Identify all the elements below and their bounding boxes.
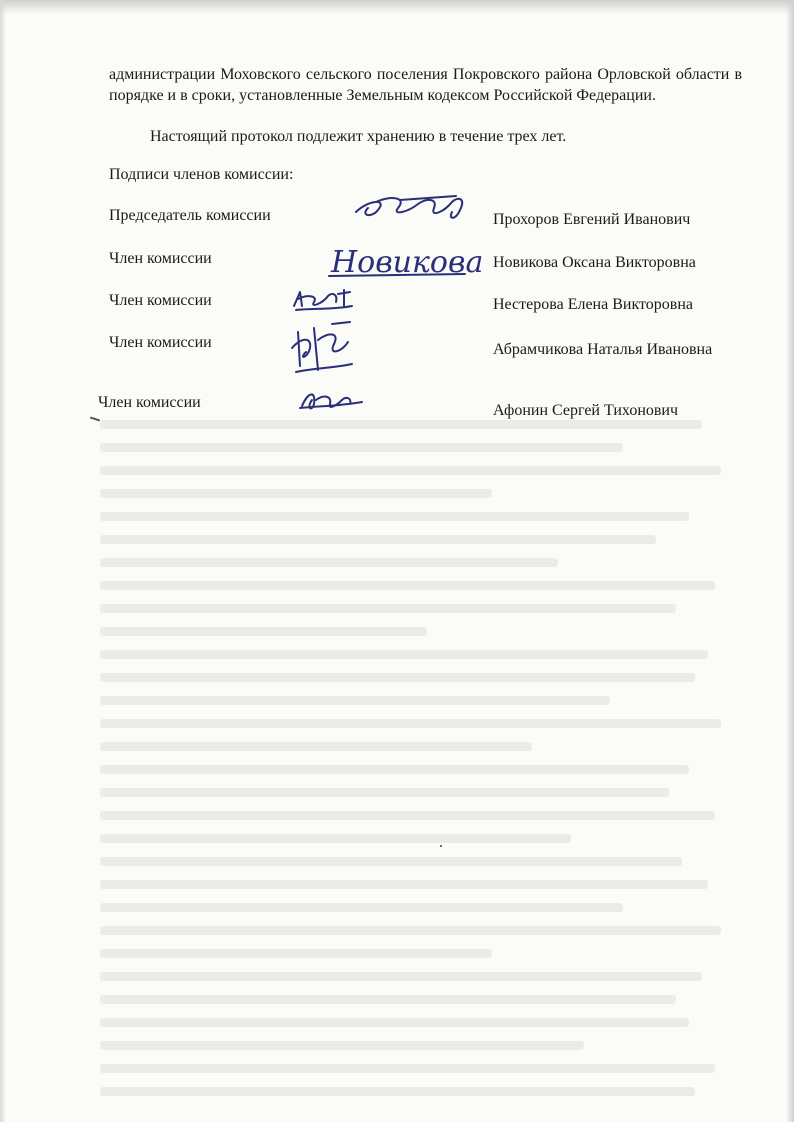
scan-edge-top <box>0 0 794 14</box>
scan-edge-left <box>0 0 6 1122</box>
signature-nesterova <box>288 286 358 316</box>
reverse-side-bleed-through <box>100 420 754 1082</box>
speck <box>440 845 442 847</box>
signatory-role-member-3: Член комиссии <box>109 334 212 351</box>
signature-abramchikova <box>288 318 358 378</box>
signatory-name-nesterova: Нестерова Елена Викторовна <box>493 296 694 313</box>
signatory-role-member-4: Член комиссии <box>98 394 201 411</box>
signatory-role-member-2: Член комиссии <box>109 292 212 309</box>
closing-paragraph: администрации Моховского сельского поселения Покровского района Орловской области в порядке и в сроки, установленные Земельным кодексом Российской Федерации. <box>109 66 742 104</box>
signatory-role-member-1: Член комиссии <box>109 250 212 267</box>
signature-prokhorov <box>348 190 478 230</box>
signatures-heading: Подписи членов комиссии: <box>109 166 294 183</box>
storage-note: Настоящий протокол подлежит хранению в течение трех лет. <box>150 128 567 145</box>
signature-novikova-text: Новикова <box>331 245 484 280</box>
scan-edge-right <box>786 0 794 1122</box>
signatory-name-afonin: Афонин Сергей Тихонович <box>493 402 679 419</box>
signatory-role-chairman: Председатель комиссии <box>109 207 271 224</box>
signature-afonin <box>296 386 366 416</box>
signatory-name-novikova: Новикова Оксана Викторовна <box>493 254 696 271</box>
signatory-name-prokhorov: Прохоров Евгений Иванович <box>493 211 691 228</box>
signatory-name-abramchikova: Абрамчикова Наталья Ивановна <box>493 341 713 358</box>
signature-novikova <box>325 242 484 282</box>
margin-mark <box>90 417 100 422</box>
